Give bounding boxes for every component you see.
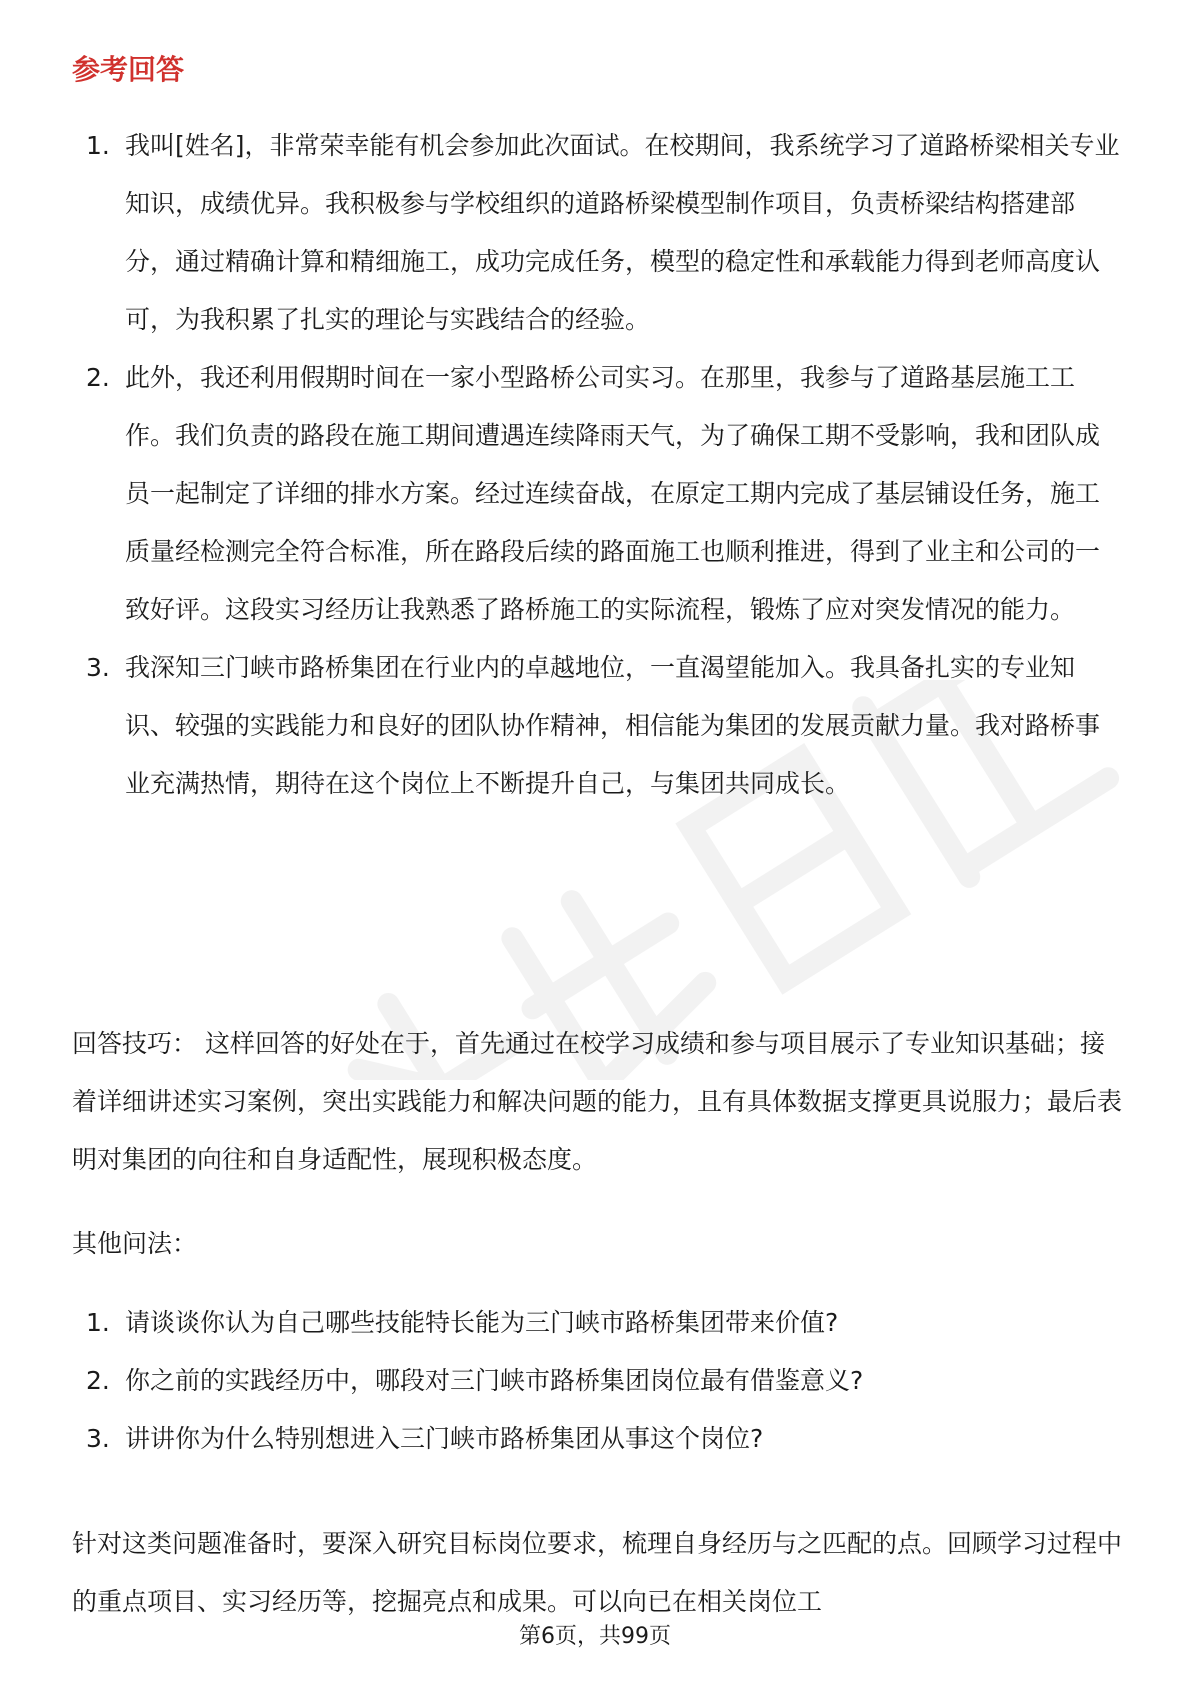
other-question-item (72, 1419, 1122, 1459)
answer-text: 我深知三门峡市路桥集团在行业内的卓越地位，一直渴望能加入。我具备扎实的专业知识、较强的实践能力和良好的团队协作精神，相信能为集团的发展贡献力量。我对路桥事业充满热情，期待在这个岗位上不断提升自己，与集团共同成长。 (125, 653, 1101, 798)
answer-item (72, 117, 1122, 349)
other-question-text: 讲讲你为什么特别想进入三门峡市路桥集团从事这个岗位? (125, 1424, 764, 1453)
list-number: 3. (86, 653, 110, 682)
list-number: 2. (86, 363, 110, 392)
other-questions-label: 其他问法： (72, 1229, 198, 1258)
answer-text: 此外，我还利用假期时间在一家小型路桥公司实习。在那里，我参与了道路基层施工工作。我们负责的路段在施工期间遭遇连续降雨天气，为了确保工期不受影响，我和团队成员一起制定了详细的排水方案。经过连续奋战，在原定工期内完成了基层铺设任务，施工质量经检测完全符合标准，所在路段后续的路面施工也顺利推进，得到了业主和公司的一致好评。这段实习经历让我熟悉了路桥施工的实际流程，锻炼了应对突发情况的能力。 (125, 363, 1101, 624)
section-heading: 参考回答 (72, 53, 185, 86)
answer-text: 我叫[姓名]，非常荣幸能有机会参加此次面试。在校期间，我系统学习了道路桥梁相关专业知识，成绩优异。我积极参与学校组织的道路桥梁模型制作项目，负责桥梁结构搭建部分，通过精确计算和精细施工，成功完成任务，模型的稳定性和承载能力得到老师高度认可，为我积累了扎实的理论与实践结合的经验。 (125, 131, 1120, 334)
other-question-text: 请谈谈你认为自己哪些技能特长能为三门峡市路桥集团带来价值? (125, 1308, 839, 1337)
list-number: 1. (86, 1308, 110, 1337)
other-question-text: 你之前的实践经历中，哪段对三门峡市路桥集团岗位最有借鉴意义? (125, 1366, 864, 1395)
list-number: 3. (86, 1424, 110, 1453)
list-number: 1. (86, 131, 110, 160)
other-questions-list (72, 1303, 1122, 1477)
list-number: 2. (86, 1366, 110, 1395)
other-question-item (72, 1361, 1122, 1401)
page-number-footer: 第6页，共99页 (519, 1624, 671, 1649)
preparation-paragraph: 针对这类问题准备时，要深入研究目标岗位要求，梳理自身经历与之匹配的点。回顾学习过程中的重点项目、实习经历等，挖掘亮点和成果。可以向已在相关岗位工 (72, 1529, 1123, 1616)
answer-item (72, 349, 1122, 639)
answer-list (72, 117, 1122, 813)
answer-tips-paragraph: 回答技巧： 这样回答的好处在于，首先通过在校学习成绩和参与项目展示了专业知识基础；接着详细讲述实习案例，突出实践能力和解决问题的能力，且有具体数据支撑更具说服力；最后表明对集团的向往和自身适配性，展现积极态度。 (72, 1029, 1123, 1174)
other-question-item (72, 1303, 1122, 1343)
answer-item (72, 639, 1122, 813)
